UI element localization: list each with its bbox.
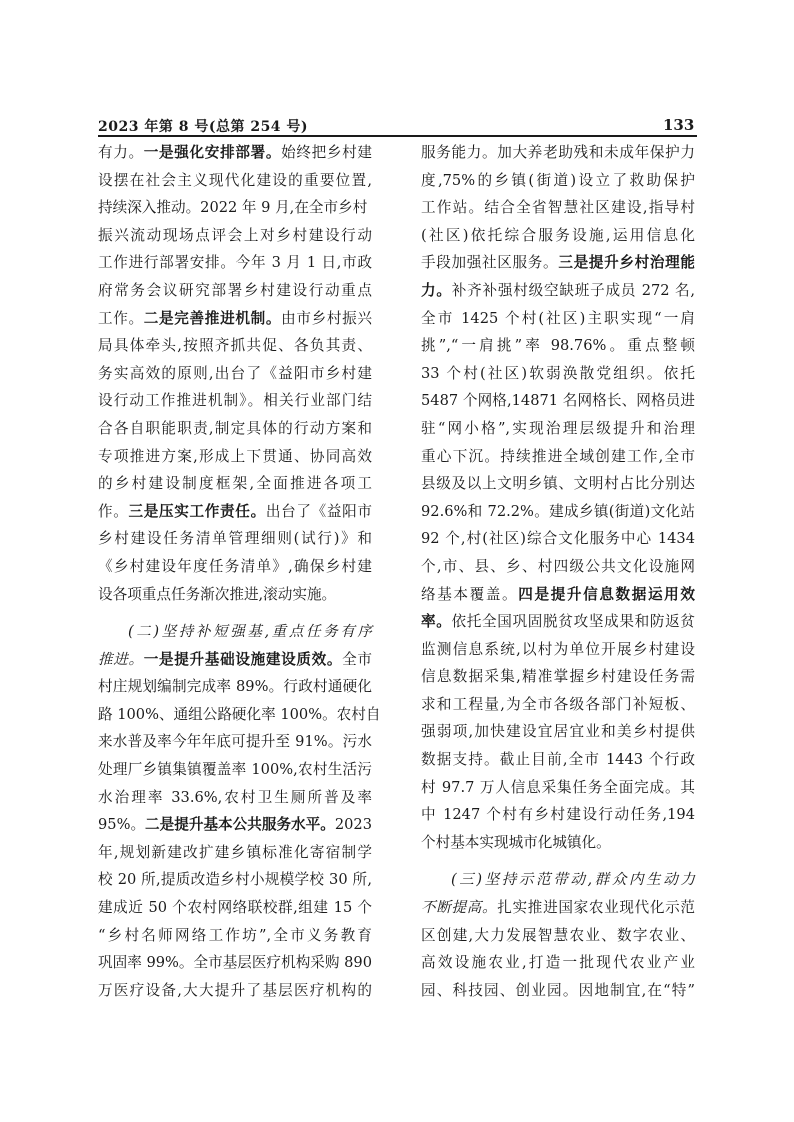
text-line xyxy=(421,470,695,498)
text-run: 来水普及率今年年底可提升至 91%。污水 xyxy=(98,733,372,751)
text-run: 区创建,大力发展智慧农业、数字农业、 xyxy=(421,926,695,944)
bold-text-run: 二是完善推进机制。 xyxy=(143,309,282,327)
right-text-column xyxy=(421,139,695,1004)
text-line xyxy=(421,387,695,415)
text-line xyxy=(421,922,695,950)
bold-text-run: 三是提升乡村治理能 xyxy=(558,254,695,272)
text-line xyxy=(98,977,372,1005)
text-run: 补齐补强村级空缺班子成员 272 名, xyxy=(451,281,695,299)
text-line xyxy=(421,718,695,746)
text-run: 始终把乡村建 xyxy=(281,144,372,161)
text-run: 专项推进方案,形成上下贯通、协同高效 xyxy=(98,447,372,465)
text-line xyxy=(98,728,372,756)
paragraph-gap xyxy=(98,608,372,618)
text-run: 92.6%和 72.2%。建成乡镇(街道)文化站 xyxy=(421,502,695,520)
text-line xyxy=(98,305,372,333)
text-run: 全市 xyxy=(342,650,372,668)
text-line xyxy=(421,949,695,977)
text-line xyxy=(421,525,695,553)
bold-text-run: 二是提升基本公共服务水平。 xyxy=(145,816,335,834)
text-run: 求和工程量,为全市各级各部门补短板、 xyxy=(421,695,695,713)
text-run: 络基本覆盖。 xyxy=(421,585,519,603)
text-run: 园、科技园、创业园。因地制宜,在“特” xyxy=(421,981,695,999)
text-run: “乡村名师网络工作坊”,全市义务教育 xyxy=(98,926,372,944)
text-run: (二)坚持补短强基,重点任务有序 xyxy=(128,623,372,641)
header-rule xyxy=(98,135,697,137)
text-run: (社区)依托综合服务设施,运用信息化 xyxy=(421,226,695,244)
text-line xyxy=(421,829,695,857)
text-run: 92 个,村(社区)综合文化服务中心 1434 xyxy=(421,530,695,548)
text-line xyxy=(421,866,695,894)
text-run: 手段加强社区服务。 xyxy=(421,254,559,272)
text-line xyxy=(98,949,372,977)
text-line xyxy=(98,673,372,701)
text-line xyxy=(98,498,372,526)
text-run: 工作。 xyxy=(98,309,144,327)
text-run: 水治理率 33.6%,农村卫生厕所普及率 xyxy=(98,788,372,806)
text-run: 村庄规划编制完成率 89%。行政村通硬化 xyxy=(98,678,372,696)
text-run: 路 100%、通组公路硬化率 100%。农村自 xyxy=(98,705,381,723)
text-run: 重心下沉。持续推进全域创建工作,全市 xyxy=(421,447,695,465)
text-line xyxy=(98,194,372,222)
text-run: 工作站。结合全省智慧社区建设,指导村 xyxy=(421,199,695,217)
text-line xyxy=(421,553,695,581)
text-run: 全市 1425 个村(社区)主职实现“一肩 xyxy=(421,309,695,327)
text-run: 有力。 xyxy=(98,144,144,161)
text-line xyxy=(98,894,372,922)
text-run: 推进。 xyxy=(98,650,144,668)
text-run: 个,市、县、乡、村四级公共文化设施网 xyxy=(421,557,695,575)
page-number: 133 xyxy=(663,116,695,134)
text-line xyxy=(421,663,695,691)
text-line xyxy=(421,305,695,333)
text-run: 不断提高。 xyxy=(421,899,498,917)
text-run: (三)坚持示范带动,群众内生动力 xyxy=(451,871,695,889)
text-run: 振兴流动现场点评会上对乡村建设行动 xyxy=(98,226,372,244)
text-line xyxy=(98,646,372,674)
text-run: 年,规划新建改扩建乡镇标准化寄宿制学 xyxy=(98,843,372,861)
text-run: 信息数据采集,精准掌握乡村建设任务需 xyxy=(421,668,695,686)
text-line xyxy=(421,443,695,471)
text-line xyxy=(421,498,695,526)
text-line xyxy=(421,249,695,277)
text-line xyxy=(98,581,372,609)
text-run: 33 个村(社区)软弱涣散党组织。依托 xyxy=(421,364,695,382)
text-line xyxy=(421,774,695,802)
text-line xyxy=(98,756,372,784)
text-run: 设行动工作推进机制》。相关行业部门结 xyxy=(98,392,372,410)
text-run: 高效设施农业,打造一批现代农业产业 xyxy=(421,954,695,972)
text-run: 设摆在社会主义现代化建设的重要位置, xyxy=(98,171,372,189)
text-line xyxy=(98,839,372,867)
bold-text-run: 四是提升信息数据运用效 xyxy=(518,585,695,603)
text-line xyxy=(421,194,695,222)
text-run: 扎实推进国家农业现代化示范 xyxy=(497,899,695,917)
text-line xyxy=(421,277,695,305)
text-run: 工作进行部署安排。今年 3 月 1 日,市政 xyxy=(98,254,372,272)
text-line xyxy=(421,801,695,829)
text-run: 府常务会议研究部署乡村建设行动重点 xyxy=(98,281,372,299)
text-line xyxy=(98,470,372,498)
text-run: 的乡村建设制度框架,全面推进各项工 xyxy=(98,475,372,493)
text-line xyxy=(98,249,372,277)
text-line xyxy=(98,553,372,581)
text-line xyxy=(421,360,695,388)
bold-text-run: 一是强化安排部署。 xyxy=(143,144,282,161)
text-run: 5487 个网格,14871 名网格长、网格员进 xyxy=(421,392,695,410)
issue-header: 2023 年第 8 号(总第 254 号) xyxy=(98,119,309,135)
text-line xyxy=(98,866,372,894)
bold-text-run: 三是压实工作责任。 xyxy=(128,502,266,520)
text-line xyxy=(98,922,372,950)
text-line xyxy=(98,167,372,195)
text-line xyxy=(98,277,372,305)
text-line xyxy=(98,387,372,415)
text-line xyxy=(98,618,372,646)
text-line xyxy=(98,415,372,443)
text-run: 监测信息系统,以村为单位开展乡村建设 xyxy=(421,640,695,658)
text-line xyxy=(421,222,695,250)
text-run: 作。 xyxy=(98,502,129,520)
text-line xyxy=(421,581,695,609)
text-run: 巩固率 99%。全市基层医疗机构采购 890 xyxy=(98,954,372,972)
text-line xyxy=(421,332,695,360)
text-line xyxy=(98,784,372,812)
text-line xyxy=(421,636,695,664)
text-run: 处理厂乡镇集镇覆盖率 100%,农村生活污 xyxy=(98,761,372,779)
text-line xyxy=(421,746,695,774)
text-line xyxy=(421,415,695,443)
text-line xyxy=(421,691,695,719)
text-run: 县级及以上文明乡镇、文明村占比分别达 xyxy=(421,475,695,493)
paragraph-gap xyxy=(421,856,695,866)
text-line xyxy=(98,332,372,360)
text-run: 挑”,“一肩挑”率 98.76%。重点整顿 xyxy=(421,337,695,355)
text-line xyxy=(98,525,372,553)
text-line xyxy=(421,608,695,636)
text-run: 95%。 xyxy=(98,816,146,834)
text-line xyxy=(421,894,695,922)
text-run: 务实高效的原则,出台了《益阳市乡村建 xyxy=(98,364,372,382)
text-run: 村 97.7 万人信息采集任务全面完成。其 xyxy=(421,778,695,796)
text-line xyxy=(98,701,381,729)
text-line xyxy=(98,222,372,250)
bold-text-run: 率。 xyxy=(421,613,452,631)
text-run: 出台了《益阳市 xyxy=(265,502,372,520)
text-run: 设各项重点任务渐次推进,滚动实施。 xyxy=(98,585,337,603)
bold-text-run: 一是提升基础设施建设质效。 xyxy=(143,650,343,668)
text-run: 驻“网小格”,实现治理层级提升和治理 xyxy=(421,419,695,437)
text-run: 局具体牵头,按照齐抓共促、各负其责、 xyxy=(98,337,372,355)
text-run: 建成近 50 个农村网络联校群,组建 15 个 xyxy=(98,899,372,917)
text-line xyxy=(421,167,695,195)
text-line xyxy=(421,139,695,167)
text-run: 强弱项,加快建设宜居宜业和美乡村提供 xyxy=(421,723,695,741)
text-run: 中 1247 个村有乡村建设行动任务,194 xyxy=(421,806,695,824)
text-line xyxy=(98,360,372,388)
left-text-column xyxy=(98,139,381,1004)
text-run: 合各自职能职责,制定具体的行动方案和 xyxy=(98,419,372,437)
text-line xyxy=(98,139,372,167)
text-line xyxy=(98,811,372,839)
text-run: 由市乡村振兴 xyxy=(281,309,372,327)
text-run: 度,75%的乡镇(街道)设立了救助保护 xyxy=(421,171,695,189)
text-run: 持续深入推动。2022 年 9 月,在全市乡村 xyxy=(98,199,368,217)
text-run: 服务能力。加大养老助残和未成年保护力 xyxy=(421,144,695,161)
text-run: 数据支持。截止目前,全市 1443 个行政 xyxy=(421,751,695,769)
text-run: 依托全国巩固脱贫攻坚成果和防返贫 xyxy=(451,613,695,631)
bold-text-run: 力。 xyxy=(421,281,452,299)
text-line xyxy=(421,977,695,1005)
text-run: 乡村建设任务清单管理细则(试行)》和 xyxy=(98,530,372,548)
text-run: 校 20 所,提质改造乡村小规模学校 30 所, xyxy=(98,871,372,889)
text-run: 万医疗设备,大大提升了基层医疗机构的 xyxy=(98,981,372,999)
text-run: 《乡村建设年度任务清单》,确保乡村建 xyxy=(98,557,372,575)
text-run: 2023 xyxy=(334,816,372,834)
text-line xyxy=(98,443,372,471)
text-run: 个村基本实现城市化城镇化。 xyxy=(421,833,611,851)
